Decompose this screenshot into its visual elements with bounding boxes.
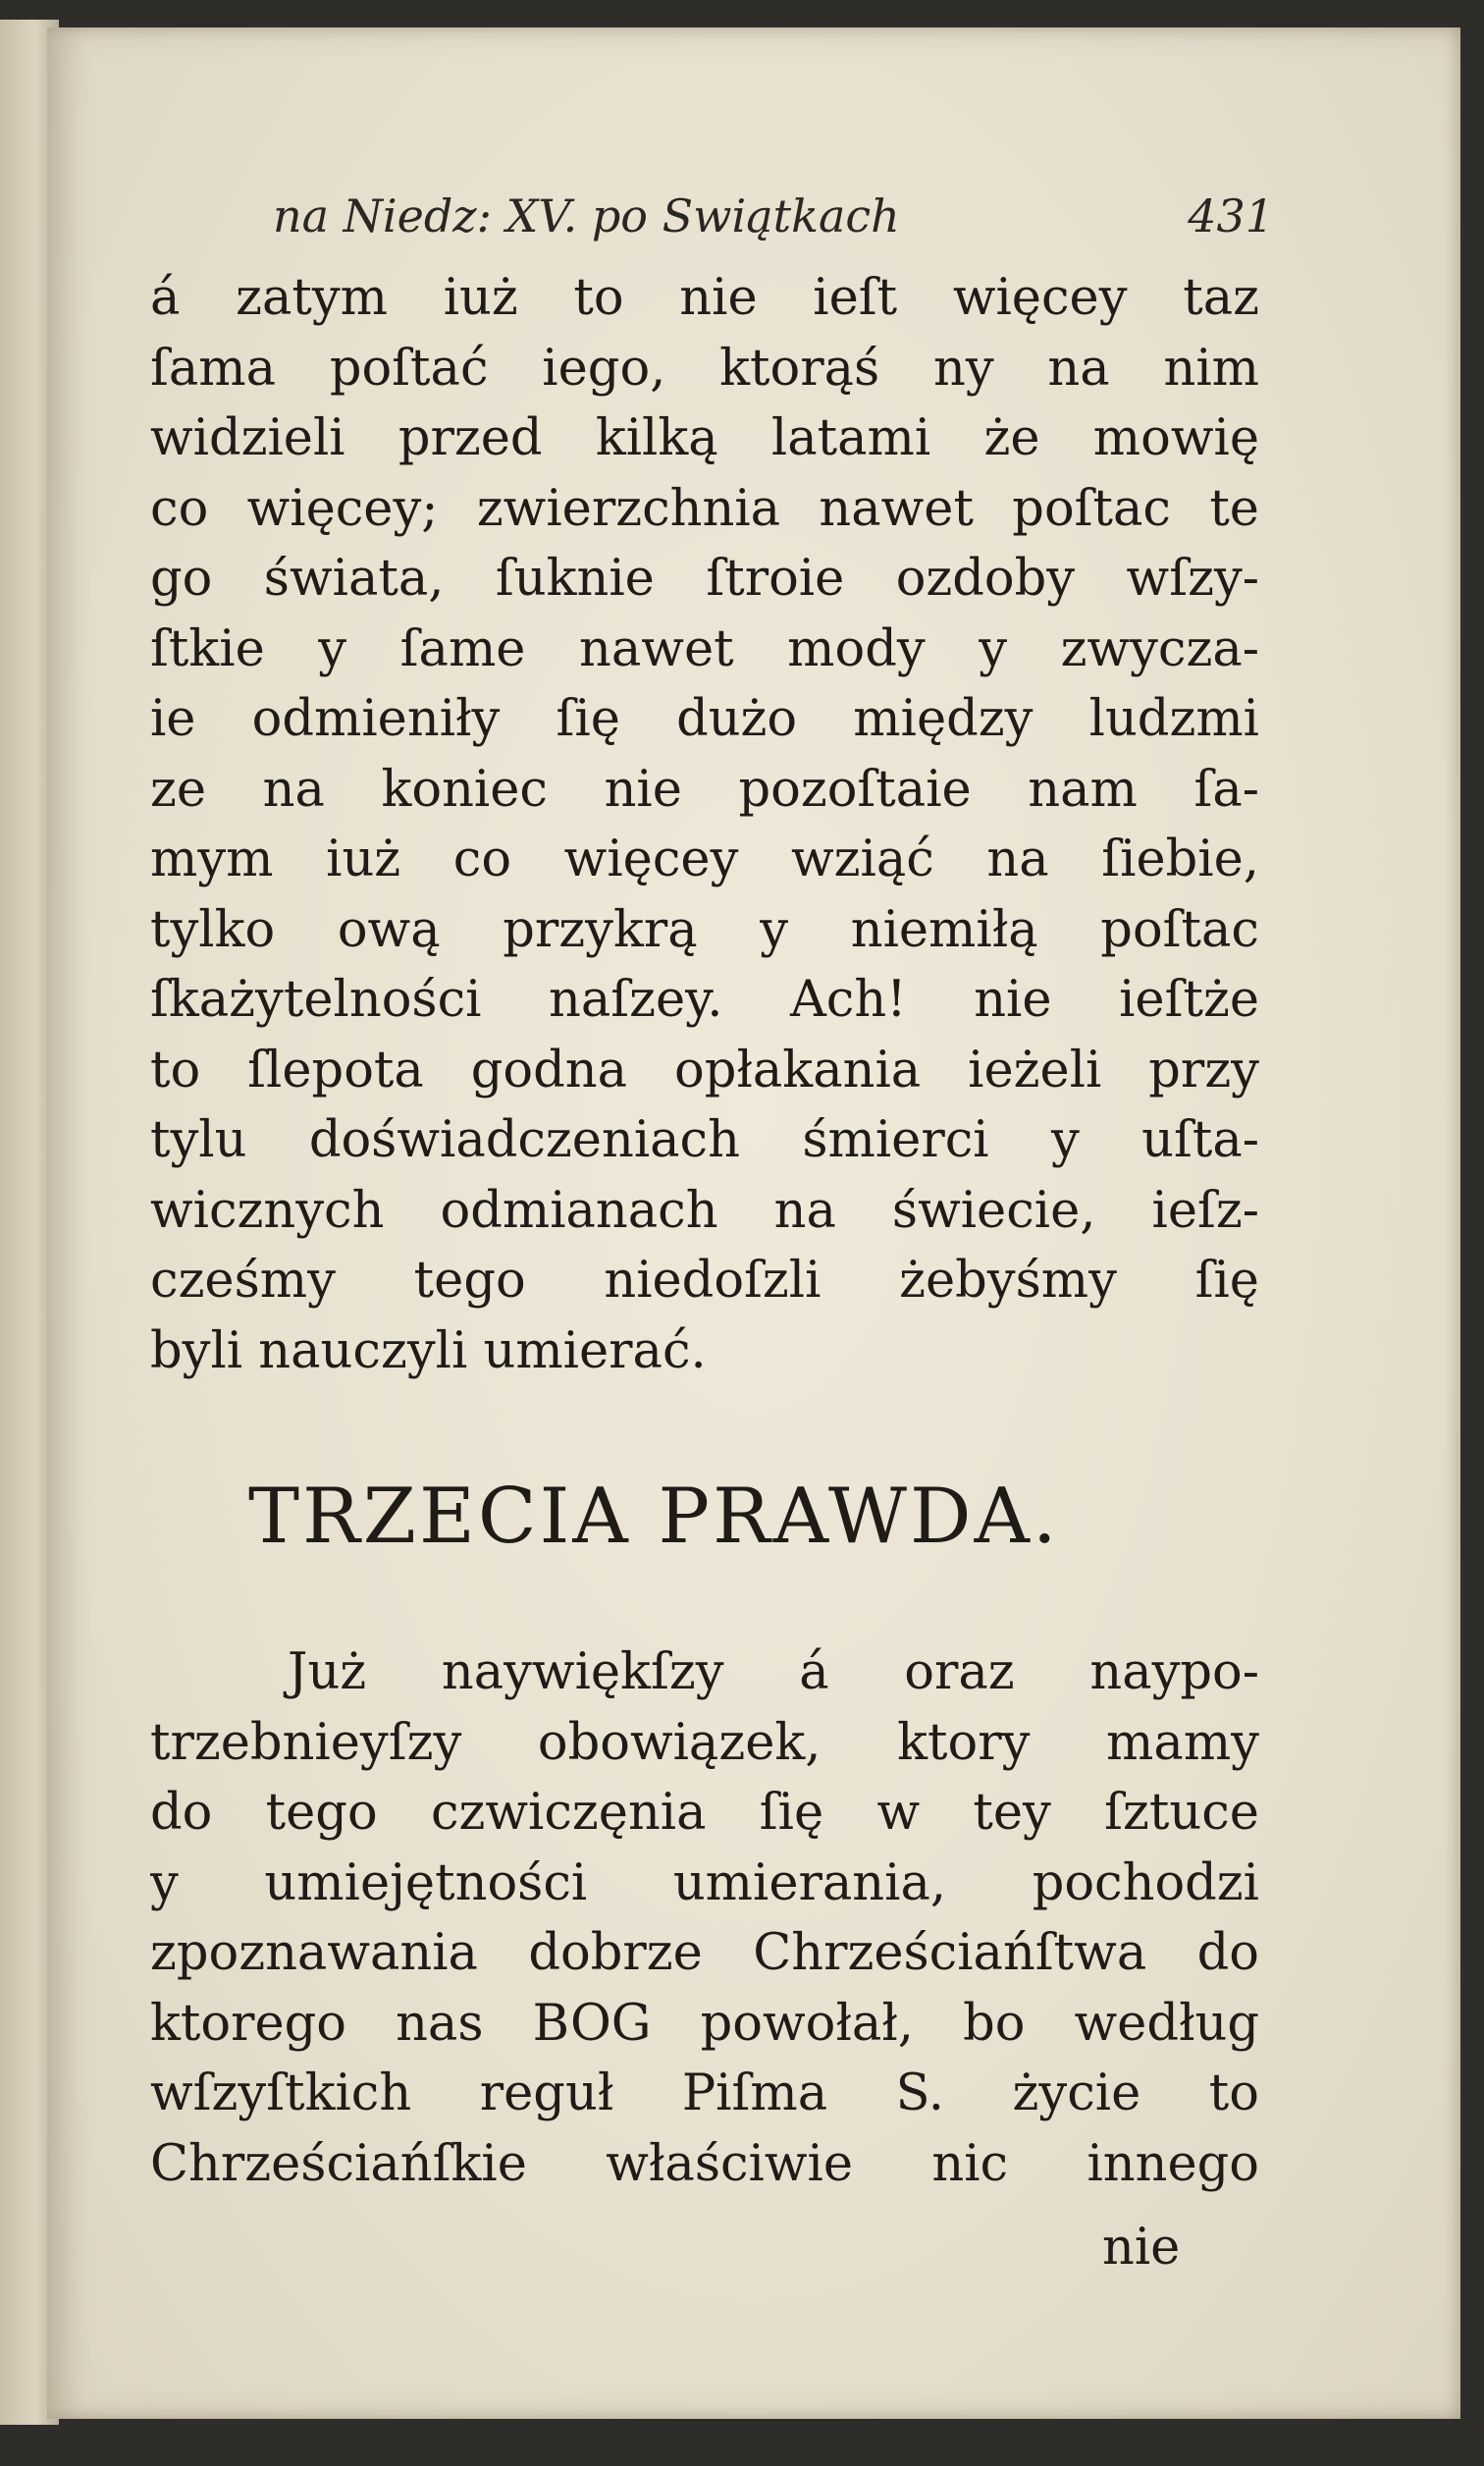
text-line: y umiejętności umierania, pochodzi [150,1853,1259,1912]
text-line: ſtkie y ſame nawet mody y zwycza- [150,619,1259,678]
text-line: do tego czwiczęnia ſię w tey ſztuce [150,1784,1259,1842]
text-line: mym iuż co więcey wziąć na ſiebie, [150,831,1259,888]
text-line: ktorego nas BOG powołał, bo według [150,1994,1259,2053]
text-line: cześmy tego niedoſzli żebyśmy ſię [150,1252,1259,1310]
text-line: Już naywiękſzy á oraz naypo- [288,1643,1259,1701]
text-line: to ſlepota godna opłakania ieżeli przy [150,1041,1259,1099]
text-line: go świata, ſuknie ſtroie ozdoby wſzy- [150,550,1259,608]
text-line: ze na koniec nie pozoſtaie nam ſa- [150,760,1259,819]
paragraph-2 [150,1637,1259,2199]
text-line: trzebnieyſzy obowiązek, ktory mamy [150,1713,1259,1772]
page-number: 431 [1188,189,1274,242]
text-line: widzieli przed kilką latami że mowię [150,409,1259,467]
text-line: zpoznawania dobrze Chrześciańſtwa do [150,1924,1259,1982]
paragraph-1 [150,263,1259,1386]
text-line: ſkażytelności naſzey. Ach! nie ieſtże [150,971,1259,1029]
catchword: nie [1102,2219,1181,2277]
text-line: ie odmieniły ſię dużo między ludzmi [150,690,1259,748]
text-line: ſama poſtać iego, ktorąś ny na nim [150,339,1259,398]
text-line: tylko ową przykrą y niemiłą poſtac [150,900,1259,959]
text-line: tylu doświadczeniach śmierci y uſta- [150,1111,1259,1169]
section-heading: TRZECIA PRAWDA. [248,1473,1060,1561]
running-header [273,189,1274,248]
text-line: á zatym iuż to nie ieſt więcey taz [150,269,1259,327]
text-line: wſzyſtkich reguł Piſma S. życie to [150,2064,1259,2122]
page-sheet [47,27,1460,2419]
text-line: byli nauczyli umierać. [150,1321,707,1380]
running-title: na Niedz: XV. po Swiątkach [273,189,900,242]
text-line: co więcey; zwierzchnia nawet poſtac te [150,479,1259,538]
text-line: wicznych odmianach na świecie, ieſz- [150,1181,1259,1240]
text-line: Chrześciańſkie właściwie nic innego [150,2134,1259,2193]
